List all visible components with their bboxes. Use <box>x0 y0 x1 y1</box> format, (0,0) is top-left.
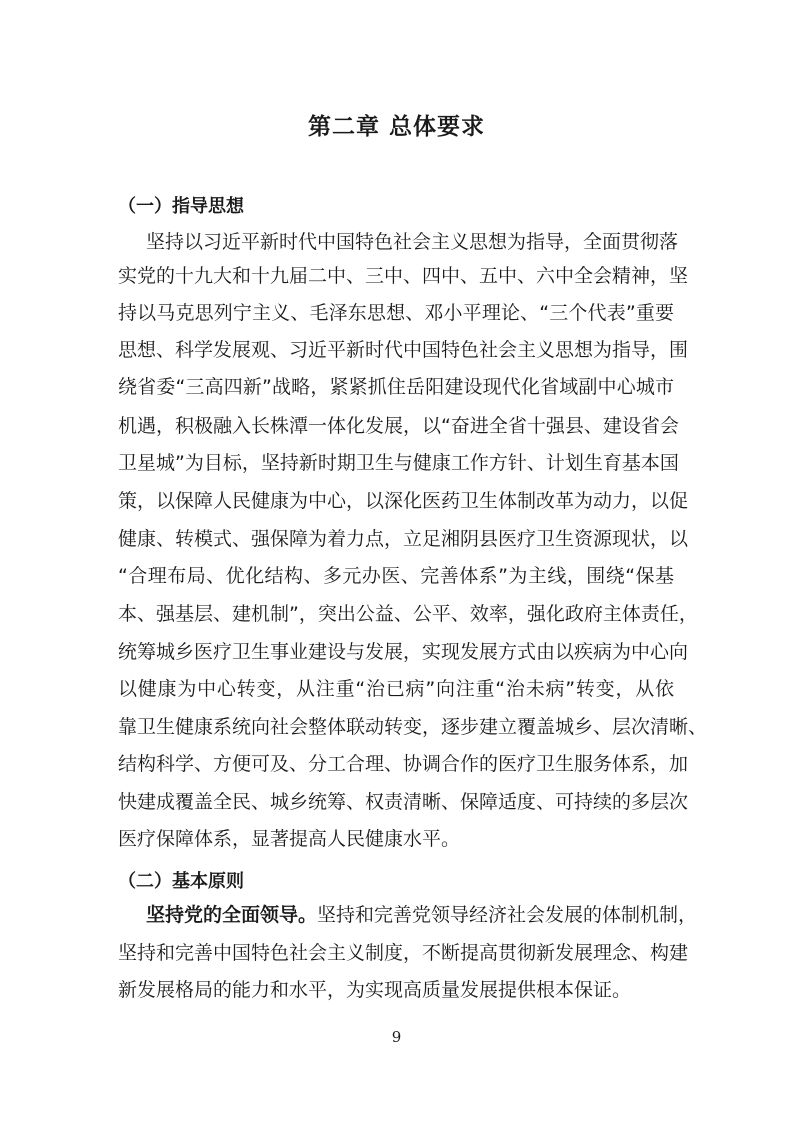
paragraph-line <box>146 902 698 928</box>
paragraph-line: 医疗保障体系，显著提高人民健康水平。 <box>118 828 461 850</box>
principle-lead: 坚持党的全面领导。 <box>146 904 318 926</box>
paragraph-line: 绕省委“三高四新”战略，紧紧抓住岳阳建设现代化省域副中心城市 <box>118 376 674 398</box>
paragraph-line: 思想、科学发展观、习近平新时代中国特色社会主义思想为指导，围 <box>118 339 689 361</box>
paragraph-line: 坚持以习近平新时代中国特色社会主义思想为指导，全面贯彻落 <box>146 231 679 253</box>
principle-text: 坚持和完善党领导经济社会发展的体制机制， <box>317 904 698 926</box>
chapter-title: 第二章 总体要求 <box>307 114 485 140</box>
paragraph-line: 统筹城乡医疗卫生事业建设与发展，实现发展方式由以疾病为中心向 <box>118 641 689 663</box>
paragraph-line: 机遇，积极融入长株潭一体化发展，以“奋进全省十强县、建设省会 <box>118 415 679 437</box>
page-number: 9 <box>391 1028 402 1046</box>
paragraph-line: 新发展格局的能力和水平，为实现高质量发展提供根本保证。 <box>118 979 632 1001</box>
paragraph-line: 健康、转模式、强保障为着力点，立足湘阴县医疗卫生资源现状，以 <box>118 528 689 550</box>
paragraph-line: 实党的十九大和十九届二中、三中、四中、五中、六中全会精神，坚 <box>118 265 689 287</box>
paragraph-line: “合理布局、优化结构、多元办医、完善体系”为主线，围绕“保基 <box>118 565 674 587</box>
paragraph-line: 靠卫生健康系统向社会整体联动转变，逐步建立覆盖城乡、层次清晰、 <box>118 716 708 738</box>
section-heading-guiding-ideology: （一）指导思想 <box>118 196 244 217</box>
paragraph-line: 以健康为中心转变，从注重“治已病”向注重“治未病”转变，从依 <box>118 678 674 700</box>
section-heading-basic-principles: （二）基本原则 <box>118 871 244 892</box>
paragraph-line: 卫星城”为目标，坚持新时期卫生与健康工作方针、计划生育基本国 <box>118 452 679 474</box>
paragraph-line: 本、强基层、建机制”，突出公益、公平、效率，强化政府主体责任， <box>118 603 698 625</box>
paragraph-line: 坚持和完善中国特色社会主义制度，不断提高贯彻新发展理念、构建 <box>118 942 689 964</box>
paragraph-line: 策，以保障人民健康为中心，以深化医药卫生体制改革为动力，以促 <box>118 490 689 512</box>
paragraph-line: 结构科学、方便可及、分工合理、协调合作的医疗卫生服务体系，加 <box>118 753 689 775</box>
paragraph-line: 快建成覆盖全民、城乡统筹、权责清晰、保障适度、可持续的多层次 <box>118 791 689 813</box>
paragraph-line: 持以马克思列宁主义、毛泽东思想、邓小平理论、“三个代表”重要 <box>118 302 674 324</box>
